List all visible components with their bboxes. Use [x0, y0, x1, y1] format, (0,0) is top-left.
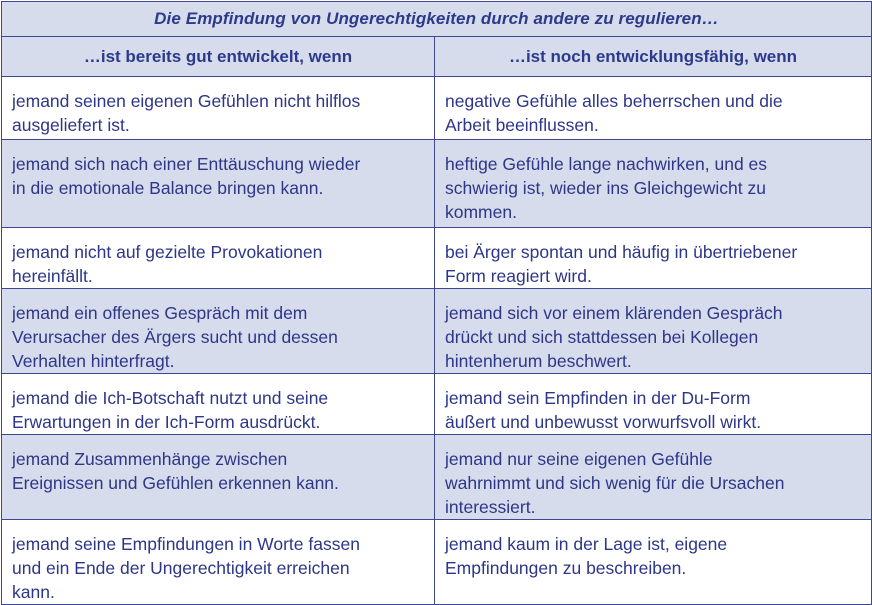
title-row [2, 2, 872, 37]
cell-text: jemand nur seine eigenen Gefühle wahrnimmt und sich wenig für die Ursachen interessiert. [445, 449, 785, 517]
cell-developed [2, 520, 435, 605]
cell-developed [2, 374, 435, 435]
cell-improvable [435, 289, 872, 374]
cell-developed [2, 77, 435, 140]
cell-text: jemand ein offenes Gespräch mit dem Verursacher des Ärgers sucht und dessen Verhalten hinterfragt. [12, 303, 338, 371]
cell-improvable [435, 228, 872, 289]
table-row [2, 289, 872, 374]
cell-text: jemand seinen eigenen Gefühlen nicht hilflos ausgeliefert ist. [12, 91, 361, 135]
cell-improvable [435, 140, 872, 228]
cell-text: jemand kaum in der Lage ist, eigene Empfindungen zu beschreiben. [445, 534, 728, 578]
cell-developed [2, 289, 435, 374]
cell-improvable [435, 520, 872, 605]
cell-text: jemand sich nach einer Enttäuschung wieder in die emotionale Balance bringen kann. [12, 154, 361, 198]
cell-text: negative Gefühle alles beherrschen und die Arbeit beeinflussen. [445, 91, 783, 135]
table-row [2, 228, 872, 289]
table-row [2, 140, 872, 228]
table-row [2, 77, 872, 140]
cell-developed [2, 228, 435, 289]
cell-improvable [435, 435, 872, 520]
comparison-table [1, 1, 872, 605]
cell-improvable [435, 77, 872, 140]
table-title: Die Empfindung von Ungerechtigkeiten durch andere zu regulieren… [2, 2, 872, 37]
cell-developed [2, 435, 435, 520]
header-row [2, 37, 872, 77]
cell-text: bei Ärger spontan und häufig in übertriebener Form reagiert wird. [445, 242, 798, 286]
cell-text: jemand seine Empfindungen in Worte fassen und ein Ende der Ungerechtigkeit erreichen kann. [12, 534, 360, 602]
cell-text: jemand sein Empfinden in der Du-Form äußert und unbewusst vorwurfsvoll wirkt. [445, 388, 762, 432]
cell-text: jemand sich vor einem klärenden Gespräch drückt und sich stattdessen bei Kollegen hintenherum beschwert. [445, 303, 783, 371]
column-header-developed: …ist bereits gut entwickelt, wenn [2, 37, 435, 77]
table-row [2, 374, 872, 435]
cell-developed [2, 140, 435, 228]
table-row [2, 520, 872, 605]
cell-text: jemand nicht auf gezielte Provokationen hereinfällt. [12, 242, 323, 286]
table-row [2, 435, 872, 520]
cell-text: jemand Zusammenhänge zwischen Ereignissen und Gefühlen erkennen kann. [12, 449, 339, 493]
column-header-improvable: …ist noch entwicklungsfähig, wenn [435, 37, 872, 77]
cell-text: jemand die Ich-Botschaft nutzt und seine Erwartungen in der Ich-Form ausdrückt. [12, 388, 329, 432]
cell-improvable [435, 374, 872, 435]
cell-text: heftige Gefühle lange nachwirken, und es schwierig ist, wieder ins Gleichgewicht zu kommen. [445, 154, 768, 222]
